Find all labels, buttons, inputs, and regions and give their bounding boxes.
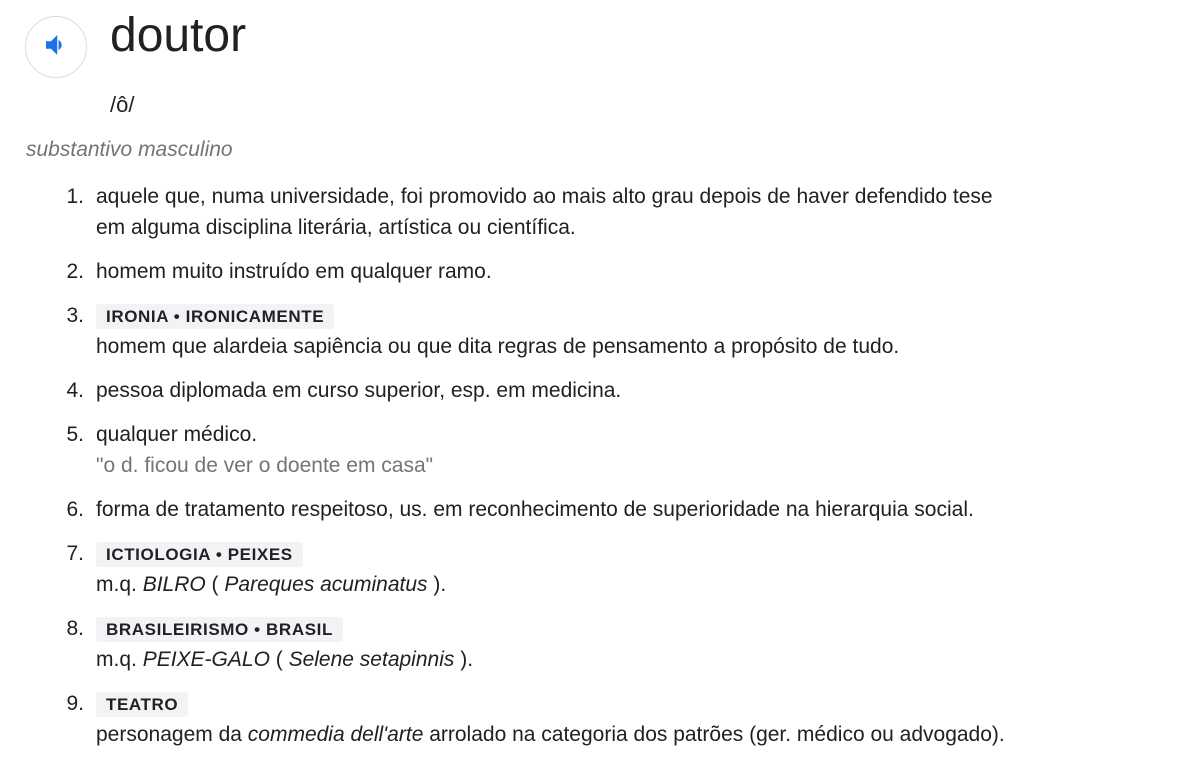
definition-italic-term: commedia dell'arte	[247, 723, 424, 746]
definition-prefix: m.q.	[96, 573, 143, 596]
paren-close: ).	[427, 573, 447, 596]
paren-open: (	[205, 573, 225, 596]
definition-prefix: m.q.	[96, 648, 143, 671]
usage-label: IRONIA • IRONICAMENTE	[96, 304, 334, 329]
definition-item	[0, 256, 1200, 287]
phonetic-transcription: /ô/	[110, 92, 135, 117]
definition-number: 6.	[66, 498, 84, 521]
definition-number: 2.	[66, 260, 84, 283]
definition-text	[96, 719, 1180, 750]
headword: doutor	[110, 9, 247, 62]
definition-item	[0, 375, 1200, 406]
definition-text: homem muito instruído em qualquer ramo.	[96, 260, 492, 283]
definition-text-part: arrolado na categoria dos patrões (ger. médico ou advogado).	[423, 723, 1005, 746]
usage-label: TEATRO	[96, 692, 188, 717]
definition-text-line: aquele que, numa universidade, foi promovido ao mais alto grau depois de haver defendido tese	[96, 185, 993, 208]
definition-number: 8.	[66, 617, 84, 640]
scientific-name: Selene setapinnis	[288, 648, 455, 671]
definition-text: forma de tratamento respeitoso, us. em reconhecimento de superioridade na hierarquia social.	[96, 498, 974, 521]
definition-item	[0, 300, 1200, 362]
definition-number: 7.	[66, 542, 84, 565]
definition-text	[96, 181, 1180, 243]
definition-number: 5.	[66, 423, 84, 446]
cross-reference-term[interactable]: PEIXE-GALO	[142, 648, 270, 671]
definition-item	[0, 688, 1200, 750]
definition-number: 1.	[66, 185, 84, 208]
definition-text-part: personagem da	[96, 723, 248, 746]
paren-close: ).	[454, 648, 474, 671]
scientific-name: Pareques acuminatus	[224, 573, 428, 596]
definition-text: qualquer médico.	[96, 423, 258, 446]
cross-reference-term[interactable]: BILRO	[142, 573, 206, 596]
play-pronunciation-button[interactable]	[25, 16, 87, 78]
definition-text: pessoa diplomada em curso superior, esp. em medicina.	[96, 379, 622, 402]
paren-open: (	[269, 648, 289, 671]
usage-label: BRASILEIRISMO • BRASIL	[96, 617, 343, 642]
definition-text	[96, 644, 1180, 675]
definition-text: homem que alardeia sapiência ou que dita regras de pensamento a propósito de tudo.	[96, 335, 900, 358]
definition-item	[0, 538, 1200, 600]
part-of-speech: substantivo masculino	[26, 138, 233, 161]
definition-item	[0, 494, 1200, 525]
definition-number: 4.	[66, 379, 84, 402]
definition-number: 9.	[66, 692, 84, 715]
definitions-list	[0, 181, 1200, 763]
usage-example: "o d. ficou de ver o doente em casa"	[96, 454, 434, 477]
volume-up-icon	[41, 30, 71, 65]
definition-item	[0, 181, 1200, 243]
definition-item	[0, 419, 1200, 481]
definition-text	[96, 569, 1180, 600]
definition-text-line: em alguma disciplina literária, artística ou científica.	[96, 216, 576, 239]
definition-item	[0, 613, 1200, 675]
usage-label: ICTIOLOGIA • PEIXES	[96, 542, 303, 567]
definition-number: 3.	[66, 304, 84, 327]
